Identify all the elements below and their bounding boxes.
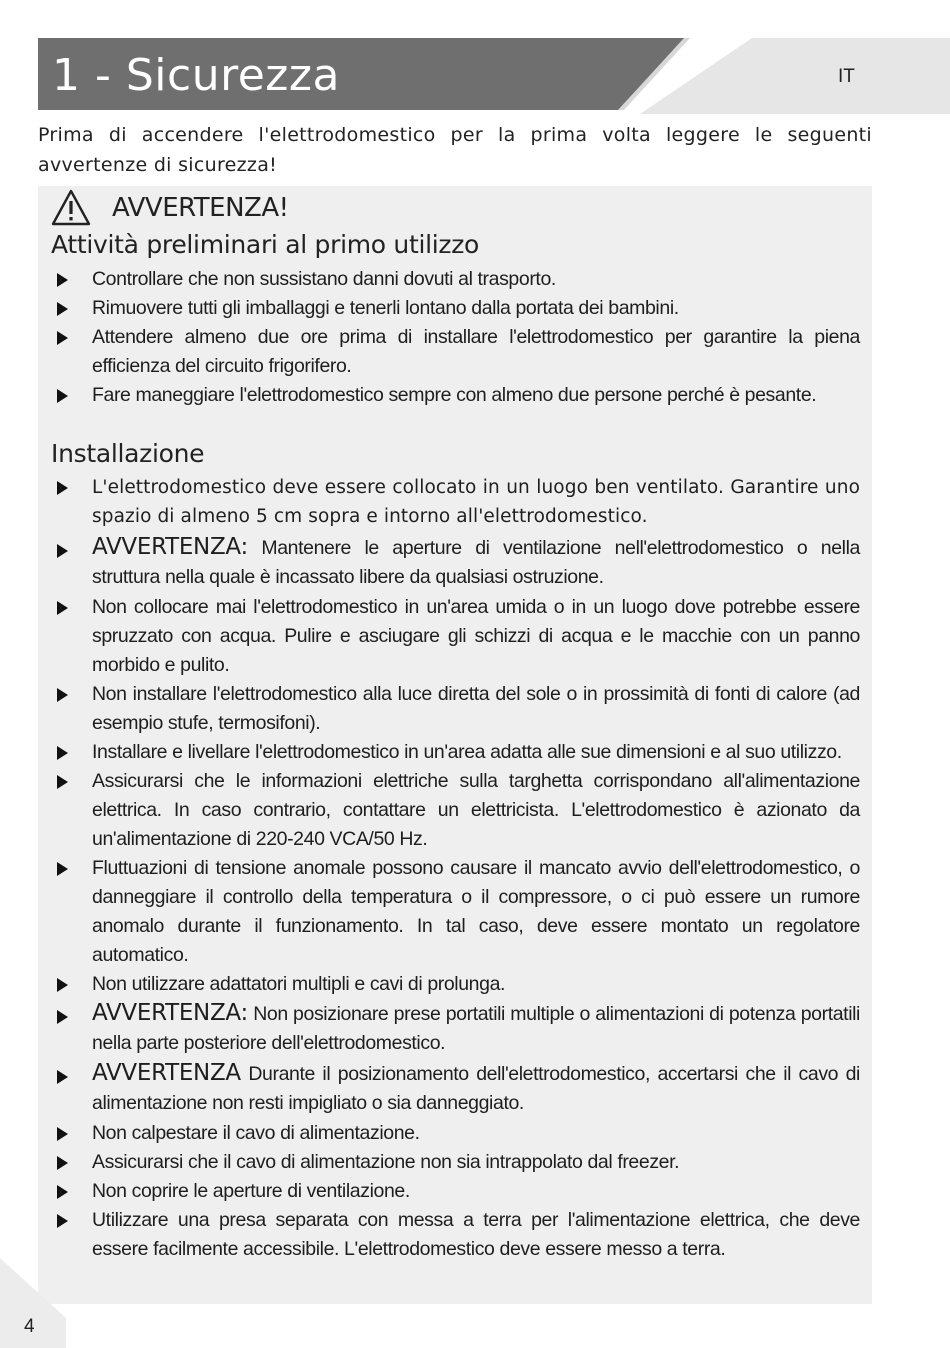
bullet-arrow-icon [57, 544, 68, 558]
bullet-arrow-icon [57, 331, 68, 345]
list-item-text: Assicurarsi che il cavo di alimentazione non sia intrappolato dal freezer. [92, 1151, 680, 1173]
bullet-arrow-icon [57, 1156, 68, 1170]
warning-text: Mantenere le aperture di ventilazione nell'elettrodomestico o nella struttura nella quale è incassato libere da qualsiasi ostruzione. [92, 537, 860, 588]
warning-lead: AVVERTENZA [92, 1060, 241, 1086]
list-item-text [92, 1059, 860, 1118]
warning-text: Durante il posizionamento dell'elettrodomestico, accertarsi che il cavo di alimentazione non resti impigliato o sia danneggiato. [92, 1063, 860, 1114]
bullet-arrow-icon [57, 601, 68, 615]
warning-lead: AVVERTENZA: [92, 1000, 248, 1026]
list-item-text: Utilizzare una presa separata con messa a terra per l'alimentazione elettrica, che deve essere facilmente accessibile. L'elettrodomestico deve essere messo a terra. [92, 1209, 860, 1260]
list-item-text: Installare e livellare l'elettrodomestico in un'area adatta alle sue dimensioni e al suo utilizzo. [92, 741, 842, 763]
list-item-text: Non collocare mai l'elettrodomestico in un'area umida o in un luogo dove potrebbe essere spruzzato con acqua. Pulire e asciugare gli schizzi di acqua e le macchie con un panno morbido e pulito. [92, 596, 860, 676]
list-item [38, 1206, 872, 1264]
bullet-arrow-icon [57, 1214, 68, 1228]
list-item [38, 381, 872, 410]
page-number: 4 [24, 1316, 35, 1337]
list-item [38, 767, 872, 854]
bullet-arrow-icon [57, 389, 68, 403]
list-item [38, 323, 872, 381]
list-item-text: L'elettrodomestico deve essere collocato in un luogo ben ventilato. Garantire uno spazio di almeno 5 cm sopra e intorno all'elettrodomestico. [92, 477, 860, 527]
section-title-preliminary: Attività preliminari al primo utilizzo [51, 230, 480, 259]
bullet-arrow-icon [57, 1127, 68, 1141]
section-title-installation: Installazione [51, 439, 205, 468]
warning-triangle-icon [50, 188, 92, 228]
list-item-text: Assicurarsi che le informazioni elettriche sulla targhetta corrispondano all'alimentazione elettrica. In caso contrario, contattare un elettricista. L'elettrodomestico è azionato da un'alimentazione di 220-240 VCA/50 Hz. [92, 770, 860, 850]
warning-text: Non posizionare prese portatili multiple o alimentazioni di potenza portatili nella parte posteriore dell'elettrodomestico. [92, 1003, 860, 1054]
list-item [38, 294, 872, 323]
language-code: IT [838, 66, 855, 87]
page-title: 1 - Sicurezza [52, 50, 340, 101]
warning-lead: AVVERTENZA: [92, 534, 248, 560]
list-item-text: Non utilizzare adattatori multipli e cavi di prolunga. [92, 973, 506, 995]
list-item [38, 265, 872, 294]
preliminary-list [38, 265, 872, 410]
list-item [38, 533, 872, 592]
warning-heading [50, 186, 289, 230]
list-item-text: Fluttuazioni di tensione anomale possono causare il mancato avvio dell'elettrodomestico, o danneggiare il controllo della temperatura o il compressore, o ci può essere un rumore anomalo durante il funzionamento. In tal caso, deve essere montato un regolatore automatico. [92, 857, 860, 966]
list-item-text: Controllare che non sussistano danni dovuti al trasporto. [92, 268, 556, 290]
list-item-text: Non coprire le aperture di ventilazione. [92, 1180, 410, 1202]
list-item [38, 1148, 872, 1177]
list-item [38, 854, 872, 970]
list-item [38, 999, 872, 1058]
bullet-arrow-icon [57, 302, 68, 316]
bullet-arrow-icon [57, 746, 68, 760]
list-item [38, 473, 872, 531]
intro-text: Prima di accendere l'elettrodomestico per la prima volta leggere le seguenti avvertenze di sicurezza! [38, 124, 872, 176]
list-item [38, 1177, 872, 1206]
bullet-arrow-icon [57, 862, 68, 876]
bullet-arrow-icon [57, 481, 68, 495]
list-item-text: Rimuovere tutti gli imballaggi e tenerli lontano dalla portata dei bambini. [92, 297, 679, 319]
list-item-text: Attendere almeno due ore prima di installare l'elettrodomestico per garantire la piena efficienza del circuito frigorifero. [92, 326, 860, 377]
list-item-text: Non calpestare il cavo di alimentazione. [92, 1122, 420, 1144]
bullet-arrow-icon [57, 775, 68, 789]
list-item-text [92, 999, 860, 1058]
list-item [38, 1119, 872, 1148]
bullet-arrow-icon [57, 1010, 68, 1024]
bullet-arrow-icon [57, 688, 68, 702]
list-item-text [92, 533, 860, 592]
safety-panel [38, 186, 872, 1304]
bullet-arrow-icon [57, 1070, 68, 1084]
bullet-arrow-icon [57, 273, 68, 287]
list-item-text: Fare maneggiare l'elettrodomestico sempre con almeno due persone perché è pesante. [92, 384, 817, 406]
list-item [38, 1059, 872, 1118]
list-item [38, 680, 872, 738]
installation-list [38, 473, 872, 1264]
list-item [38, 738, 872, 767]
list-item [38, 970, 872, 999]
warning-heading-label: AVVERTENZA! [112, 193, 289, 223]
corner-decoration [0, 1258, 70, 1348]
bullet-arrow-icon [57, 1185, 68, 1199]
bullet-arrow-icon [57, 978, 68, 992]
list-item-text: Non installare l'elettrodomestico alla luce diretta del sole o in prossimità di fonti di calore (ad esempio stufe, termosifoni). [92, 683, 860, 734]
list-item [38, 593, 872, 680]
